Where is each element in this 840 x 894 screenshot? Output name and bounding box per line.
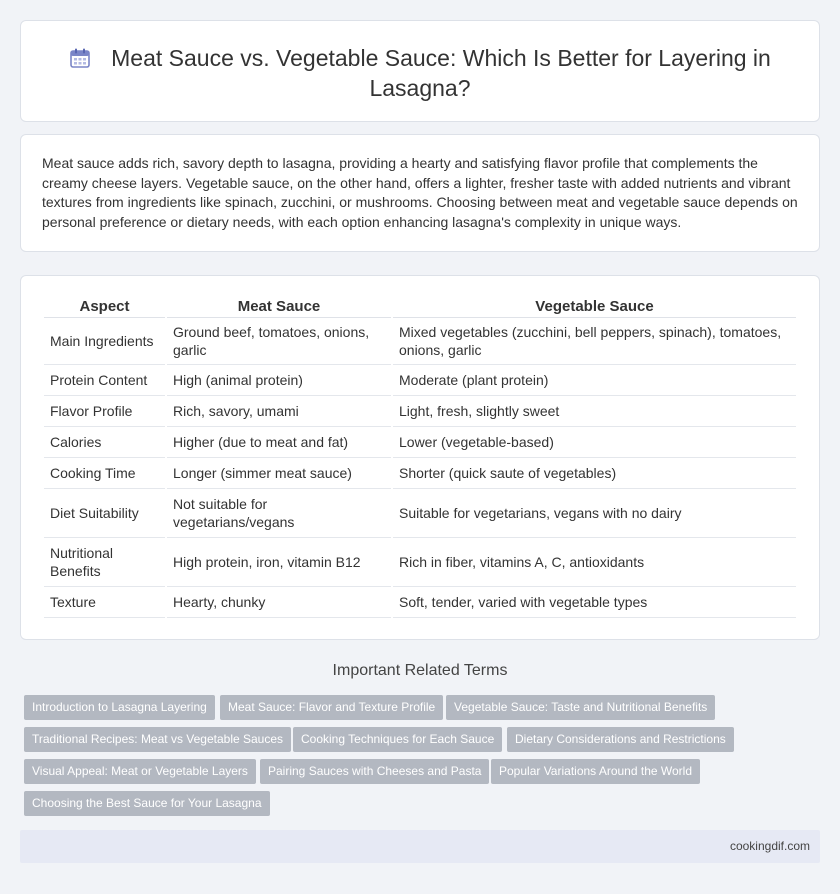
row-meat-value: Higher (due to meat and fat) xyxy=(167,427,391,458)
comparison-card xyxy=(20,275,820,640)
row-aspect: Nutritional Benefits xyxy=(44,538,165,587)
row-aspect: Texture xyxy=(44,587,165,618)
row-aspect: Main Ingredients xyxy=(44,318,165,365)
related-tag-link[interactable]: Visual Appeal: Meat or Vegetable Layers xyxy=(24,759,256,784)
row-vegetable-value: Suitable for vegetarians, vegans with no dairy xyxy=(393,489,796,538)
title-card xyxy=(20,20,820,122)
comparison-table xyxy=(42,294,798,618)
page-title: Meat Sauce vs. Vegetable Sauce: Which Is Better for Layering in Lasagna? xyxy=(111,45,771,101)
row-meat-value: Not suitable for vegetarians/vegans xyxy=(167,489,391,538)
header-vegetable-sauce: Vegetable Sauce xyxy=(393,294,796,318)
table-row xyxy=(44,318,796,365)
footer-bar xyxy=(20,830,820,863)
intro-paragraph: Meat sauce adds rich, savory depth to lasagna, providing a hearty and satisfying flavor profile that complements the creamy cheese layers. Vegetable sauce, on the other hand, offers a lighter, fresher taste with added nutrients and vibrant textures from ingredients like spinach, zucchini, or mushrooms. Choosing between meat and vegetable sauce depends on personal preference or dietary needs, with each option enhancing lasagna's complexity in unique ways. xyxy=(42,155,798,230)
row-vegetable-value: Moderate (plant protein) xyxy=(393,365,796,396)
row-aspect: Flavor Profile xyxy=(44,396,165,427)
row-aspect: Cooking Time xyxy=(44,458,165,489)
row-vegetable-value: Soft, tender, varied with vegetable types xyxy=(393,587,796,618)
related-tag-link[interactable]: Popular Variations Around the World xyxy=(491,759,700,784)
related-tag-link[interactable]: Meat Sauce: Flavor and Texture Profile xyxy=(220,695,443,720)
table-row xyxy=(44,587,796,618)
row-vegetable-value: Rich in fiber, vitamins A, C, antioxidants xyxy=(393,538,796,587)
row-vegetable-value: Shorter (quick saute of vegetables) xyxy=(393,458,796,489)
table-row xyxy=(44,538,796,587)
related-tag-link[interactable]: Traditional Recipes: Meat vs Vegetable Sauces xyxy=(24,727,291,752)
intro-card xyxy=(20,134,820,252)
row-vegetable-value: Lower (vegetable-based) xyxy=(393,427,796,458)
calendar-icon xyxy=(69,46,91,68)
row-aspect: Protein Content xyxy=(44,365,165,396)
row-meat-value: Longer (simmer meat sauce) xyxy=(167,458,391,489)
footer-site-link[interactable]: cookingdif.com xyxy=(729,839,810,853)
row-meat-value: Hearty, chunky xyxy=(167,587,391,618)
related-tag-link[interactable]: Dietary Considerations and Restrictions xyxy=(507,727,734,752)
related-tag-link[interactable]: Cooking Techniques for Each Sauce xyxy=(293,727,502,752)
table-header-row xyxy=(44,294,796,318)
page-title-wrap xyxy=(61,43,779,103)
row-meat-value: Rich, savory, umami xyxy=(167,396,391,427)
row-vegetable-value: Mixed vegetables (zucchini, bell peppers, spinach), tomatoes, onions, garlic xyxy=(393,318,796,365)
table-row xyxy=(44,489,796,538)
table-row xyxy=(44,458,796,489)
header-meat-sauce: Meat Sauce xyxy=(167,294,391,318)
row-meat-value: High (animal protein) xyxy=(167,365,391,396)
related-tag-link[interactable]: Pairing Sauces with Cheeses and Pasta xyxy=(260,759,489,784)
row-aspect: Diet Suitability xyxy=(44,489,165,538)
related-tag-link[interactable]: Choosing the Best Sauce for Your Lasagna xyxy=(24,791,270,816)
row-aspect: Calories xyxy=(44,427,165,458)
row-meat-value: Ground beef, tomatoes, onions, garlic xyxy=(167,318,391,365)
header-aspect: Aspect xyxy=(44,294,165,318)
related-terms-title: Important Related Terms xyxy=(332,662,508,679)
related-tag-link[interactable]: Vegetable Sauce: Taste and Nutritional Benefits xyxy=(446,695,715,720)
row-vegetable-value: Light, fresh, slightly sweet xyxy=(393,396,796,427)
row-meat-value: High protein, iron, vitamin B12 xyxy=(167,538,391,587)
table-row xyxy=(44,396,796,427)
table-row xyxy=(44,427,796,458)
table-row xyxy=(44,365,796,396)
related-tag-link[interactable]: Introduction to Lasagna Layering xyxy=(24,695,215,720)
